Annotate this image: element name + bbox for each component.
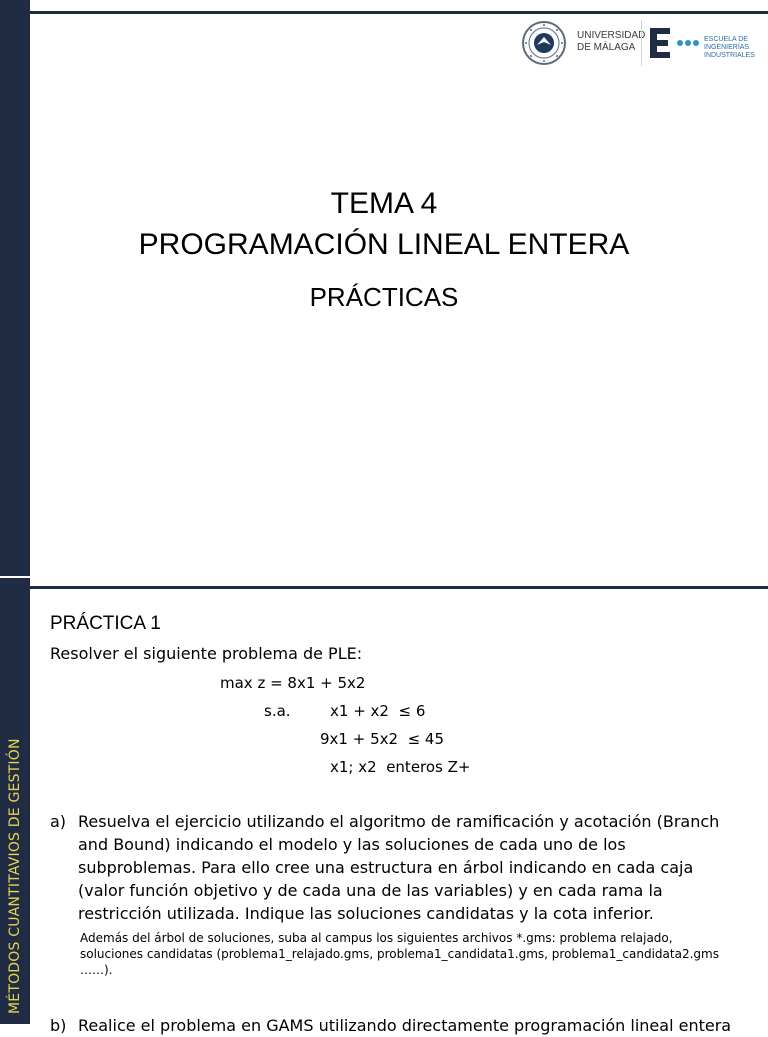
university-seal-icon (522, 21, 566, 65)
sidebar-course-title: MÉTODOS CUANTITAVIOS DE GESTIÓN (7, 738, 23, 1014)
practice-intro: Resolver el siguiente problema de PLE: (50, 644, 363, 663)
item-a-text: Resuelva el ejercicio utilizando el algoritmo de ramificación y acotación (Branch and Bound) indicando el modelo y las soluciones de cada uno de los subproblemas. Para ello cree una estructura en árbol indicando en cada caja (valor función objetivo y de cada una de las variables) y en cada rama la restricción utilizada. Indique las soluciones candidatas y la cota inferior. (78, 812, 720, 923)
uma-logo-text: UNIVERSIDAD DE MÁLAGA (577, 30, 646, 53)
eii-logo-text: ESCUELA DE INGENIERÍAS INDUSTRIALES (704, 36, 755, 59)
escuela-ingenierias-logo (641, 20, 760, 66)
slide-subtitle: PRÁCTICAS (309, 282, 459, 312)
item-b-label: b) (50, 1016, 67, 1035)
top-rule (30, 11, 768, 14)
constraint-1: x1 + x2 ≤ 6 (330, 702, 426, 720)
item-b-text: Realice el problema en GAMS utilizando directamente programación lineal entera (78, 1016, 732, 1035)
constraint-integer: x1; x2 enteros Z+ (330, 758, 471, 776)
eii-e-mark-icon (648, 26, 704, 60)
objective-function: max z = 8x1 + 5x2 (220, 674, 366, 692)
subject-to-label: s.a. (264, 702, 291, 720)
item-a (50, 810, 740, 925)
slide-divider (30, 586, 768, 589)
practice-heading: PRÁCTICA 1 (50, 613, 161, 634)
item-a-label: a) (50, 812, 67, 831)
constraint-2: 9x1 + 5x2 ≤ 45 (320, 730, 444, 748)
slide-title-tema: TEMA 4 (330, 187, 438, 220)
slide-title-programacion: PROGRAMACIÓN LINEAL ENTERA (138, 228, 630, 261)
item-b (50, 1014, 740, 1037)
upload-note: Además del árbol de soluciones, suba al campus los siguientes archivos *.gms: problema relajado, soluciones candidatas (problema1_relajado.gms, problema1_candidata1.gms, problema1_candidata2.gms ……). (80, 931, 719, 977)
universidad-malaga-logo (522, 21, 646, 65)
